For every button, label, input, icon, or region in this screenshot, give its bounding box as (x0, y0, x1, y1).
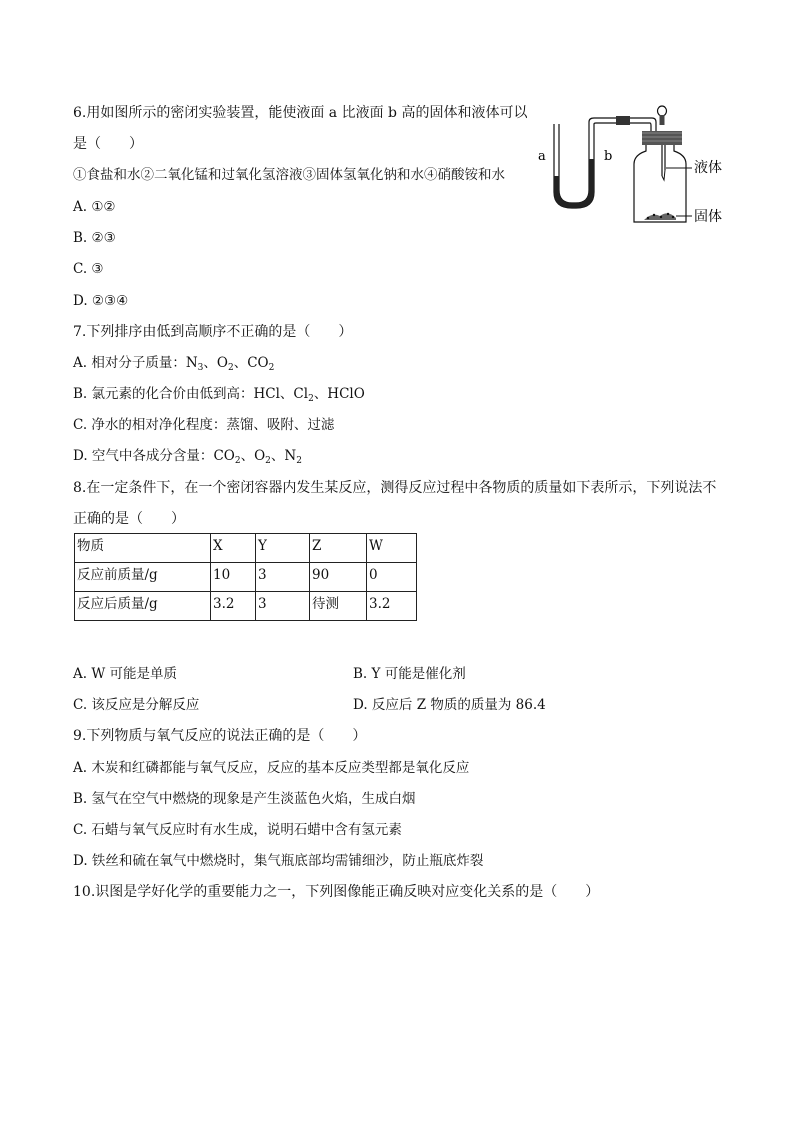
q7-d-sub-3: 2 (296, 456, 302, 466)
q7-option-a (73, 354, 274, 372)
q7-stem: 7.下列排序由低到高顺序不正确的是（ ） (73, 324, 353, 340)
q7-a-sub-2: 2 (227, 363, 234, 373)
table-cell: 3.2 (211, 592, 256, 621)
q7-d-formula-2: 、O (240, 448, 266, 464)
table-cell: 反应前质量/g (75, 563, 211, 592)
q7-a-sub-3: 2 (268, 363, 275, 373)
q7-a-formula-2: 、O (203, 355, 228, 371)
label-liquid: 液体 (694, 160, 722, 176)
table-cell: 反应后质量/g (75, 592, 211, 621)
table-cell: 3 (256, 592, 310, 621)
q9-option-c: C. 石蜡与氧气反应时有水生成，说明石蜡中含有氢元素 (73, 822, 402, 838)
q9-option-a: A. 木炭和红磷都能与氧气反应，反应的基本反应类型都是氧化反应 (73, 760, 470, 776)
q7-b-sub: 2 (308, 394, 314, 404)
q7-a-text: A. 相对分子质量： (73, 355, 186, 371)
q9-option-d: D. 铁丝和硫在氧气中燃烧时，集气瓶底部均需铺细沙，防止瓶底炸裂 (73, 853, 484, 869)
q7-a-formula-1: N (185, 355, 198, 371)
table-row (75, 563, 417, 592)
q7-d-sub-2: 2 (265, 456, 271, 466)
table-header-cell: W (367, 534, 417, 563)
u-tube-apparatus-figure (534, 104, 734, 234)
q7-d-formula-1: CO (213, 448, 235, 464)
q7-a-formula-3: 、CO (233, 355, 269, 371)
q7-d-formula-3: 、N (270, 448, 297, 464)
q6-option-d: D. ②③④ (73, 293, 129, 309)
table-cell: 3.2 (367, 592, 417, 621)
q8-stem-line1: 8.在一定条件下，在一个密闭容器内发生某反应，测得反应过程中各物质的质量如下表所示，下列说法不 (73, 480, 717, 496)
q8-option-c: C. 该反应是分解反应 (73, 697, 200, 713)
table-header-cell: 物质 (75, 534, 211, 563)
q6-option-b: B. ②③ (73, 230, 116, 246)
mass-table (74, 533, 417, 621)
table-cell: 3 (256, 563, 310, 592)
q8-option-a: A. W 可能是单质 (73, 666, 177, 682)
q6-stem-line1: 6.用如图所示的密闭实验装置，能使液面 a 比液面 b 高的固体和液体可以 (73, 105, 528, 121)
q9-option-b: B. 氢气在空气中燃烧的现象是产生淡蓝色火焰，生成白烟 (73, 791, 416, 807)
table-header-row (75, 534, 417, 563)
table-cell: 10 (211, 563, 256, 592)
table-cell: 待测 (310, 592, 367, 621)
q7-d-text: D. 空气中各成分含量： (73, 448, 214, 464)
q10-stem: 10.识图是学好化学的重要能力之一，下列图像能正确反映对应变化关系的是（ ） (73, 884, 600, 900)
q6-stem-line2: 是（ ） (73, 136, 143, 152)
table-header-cell: Z (310, 534, 367, 563)
label-b: b (604, 149, 613, 164)
q6-pairs: ①食盐和水②二氧化锰和过氧化氢溶液③固体氢氧化钠和水④硝酸铵和水 (73, 167, 505, 183)
table-header-cell: X (211, 534, 256, 563)
q6-option-c: C. ③ (73, 261, 104, 277)
q8-option-b: B. Y 可能是催化剂 (353, 666, 466, 682)
table-cell: 90 (310, 563, 367, 592)
label-solid: 固体 (694, 209, 722, 225)
q7-b-text: B. 氯元素的化合价由低到高：HCl、Cl (73, 386, 309, 402)
table-cell: 0 (367, 563, 417, 592)
q9-stem: 9.下列物质与氧气反应的说法正确的是（ ） (73, 728, 367, 744)
q7-option-d (73, 447, 302, 465)
q7-option-b (73, 385, 365, 403)
q7-b-tail: 、HClO (313, 386, 365, 402)
q7-d-sub-1: 2 (234, 456, 241, 466)
q6-option-a: A. ①② (73, 199, 116, 215)
q8-option-d: D. 反应后 Z 物质的质量为 86.4 (353, 697, 546, 713)
q7-option-c: C. 净水的相对净化程度：蒸馏、吸附、过滤 (73, 417, 335, 433)
table-header-cell: Y (256, 534, 310, 563)
label-a: a (538, 149, 546, 164)
q7-a-sub-1: 3 (197, 363, 204, 373)
q8-stem-line2: 正确的是（ ） (73, 511, 185, 527)
table-row (75, 592, 417, 621)
